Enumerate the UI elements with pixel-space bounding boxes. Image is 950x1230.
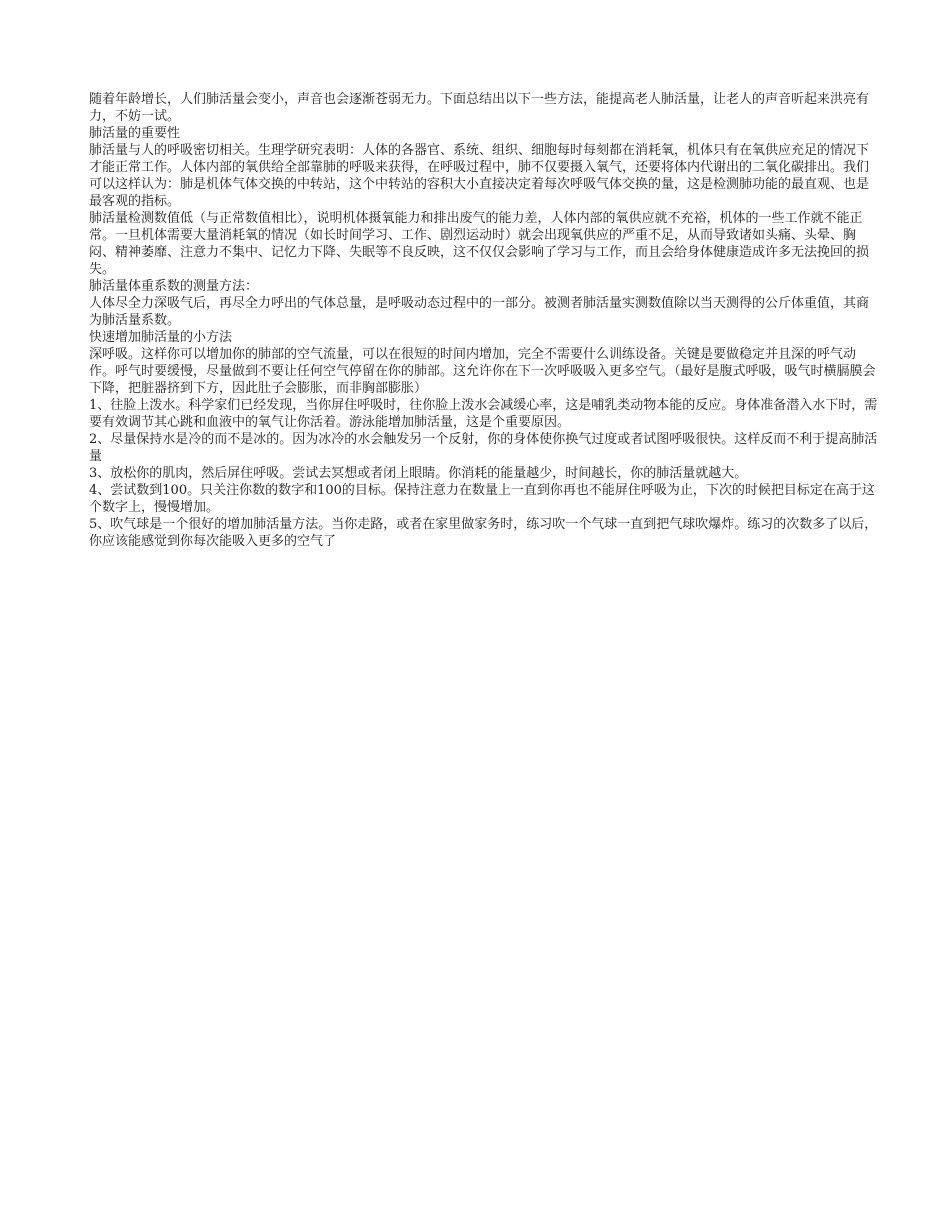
method-item-2: 2、尽量保持水是冷的而不是冰的。因为冰冷的水会触发另一个反射，你的身体使你换气过度或者试图呼吸很快。这样反而不利于提高肺活量 (89, 432, 878, 464)
section-heading-importance: 肺活量的重要性 (89, 126, 181, 141)
measurement-paragraph: 人体尽全力深吸气后，再尽全力呼出的气体总量，是呼吸动态过程中的一部分。被测者肺活量实测数值除以当天测得的公斤体重值，其商为肺活量系数。 (89, 296, 870, 328)
section-heading-methods: 快速增加肺活量的小方法 (89, 330, 233, 345)
importance-paragraph-2: 肺活量检测数值低（与正常数值相比），说明机体摄氧能力和排出废气的能力差，人体内部的氧供应就不充裕，机体的一些工作就不能正常。一旦机体需要大量消耗氧的情况（如长时间学习、工作、剧烈运动时）就会出现氧供应的严重不足，从而导致诸如头痛、头晕、胸闷、精神萎靡、注意力不集中、记忆力下降、失眠等不良反映，这不仅仅会影响了学习与工作，而且会给身体健康造成许多无法挽回的损失。 (89, 211, 870, 277)
method-item-3: 3、放松你的肌肉，然后屏住呼吸。尝试去冥想或者闭上眼睛。你消耗的能量越少，时间越长，你的肺活量就越大。 (89, 466, 748, 481)
importance-paragraph-1: 肺活量与人的呼吸密切相关。生理学研究表明：人体的各器官、系统、组织、细胞每时每刻都在消耗氧，机体只有在氧供应充足的情况下才能正常工作。人体内部的氧供给全部靠肺的呼吸来获得，在呼吸过程中，肺不仅要摄入氧气，还要将体内代谢出的二氧化碳排出。我们可以这样认为：肺是机体气体交换的中转站，这个中转站的容积大小直接决定着每次呼吸气体交换的量，这是检测肺功能的最直观、也是最客观的指标。 (89, 143, 870, 209)
method-item-4: 4、尝试数到100。只关注你数的数字和100的目标。保持注意力在数量上一直到你再也不能屏住呼吸为止，下次的时候把目标定在高于这个数字上，慢慢增加。 (89, 483, 875, 515)
methods-paragraph: 深呼吸。这样你可以增加你的肺部的空气流量，可以在很短的时间内增加，完全不需要什么训练设备。关键是要做稳定并且深的呼气动作。呼气时要缓慢，尽量做到不要让任何空气停留在你的肺部。这允许你在下一次呼吸吸入更多空气。（最好是腹式呼吸，吸气时横膈膜会下降，把脏器挤到下方，因此肚子会膨胀，而非胸部膨胀） (89, 347, 876, 396)
method-item-5: 5、吹气球是一个很好的增加肺活量方法。当你走路，或者在家里做家务时，练习吹一个气球一直到把气球吹爆炸。练习的次数多了以后，你应该能感觉到你每次能吸入更多的空气了 (89, 517, 878, 549)
document-body (89, 91, 879, 550)
method-item-1: 1、往脸上泼水。科学家们已经发现，当你屏住呼吸时，往你脸上泼水会减缓心率，这是哺乳类动物本能的反应。身体准备潜入水下时，需要有效调节其心跳和血液中的氧气让你活着。游泳能增加肺活量，这是个重要原因。 (89, 398, 878, 430)
section-heading-measurement: 肺活量体重系数的测量方法： (89, 279, 259, 294)
intro-paragraph: 随着年龄增长，人们肺活量会变小，声音也会逐渐苍弱无力。下面总结出以下一些方法，能提高老人肺活量，让老人的声音听起来洪亮有力，不妨一试。 (89, 92, 870, 124)
